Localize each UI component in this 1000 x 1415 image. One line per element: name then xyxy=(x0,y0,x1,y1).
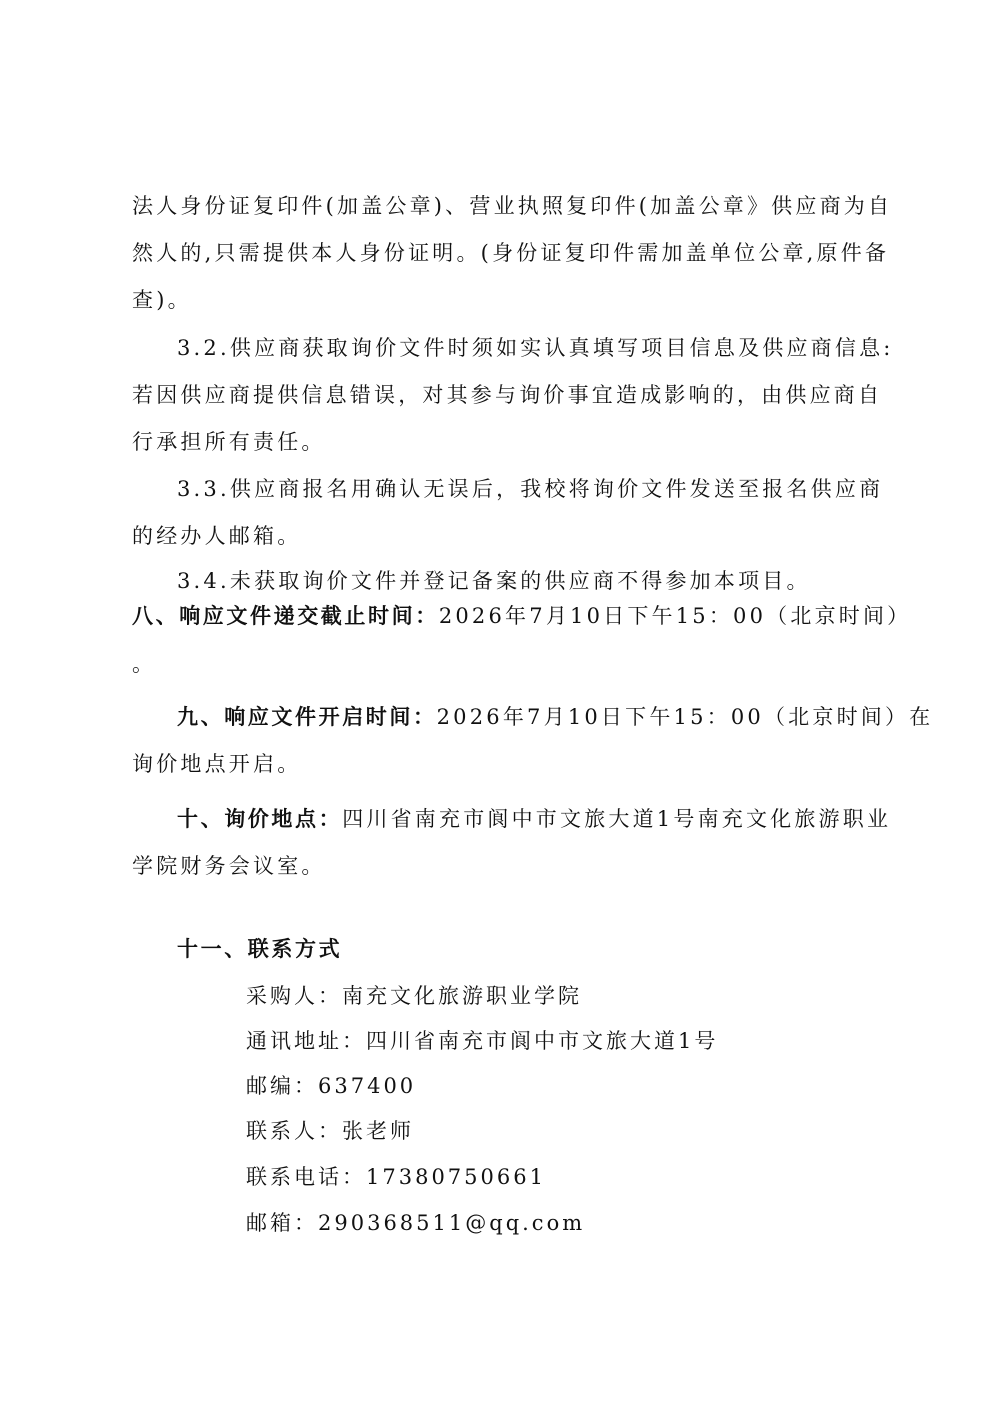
para-3-2-line-2: 若因供应商提供信息错误，对其参与询价事宜造成影响的，由供应商自 xyxy=(132,383,883,407)
section-10-label: 十、询价地点： xyxy=(177,807,343,831)
contact-postcode: 邮编：637400 xyxy=(246,1074,417,1098)
para-3-2-line-1: 3.2.供应商获取询价文件时须如实认真填写项目信息及供应商信息: xyxy=(177,336,894,360)
para-3-3-line-2: 的经办人邮箱。 xyxy=(132,524,302,548)
section-8-label: 八、响应文件递交截止时间： xyxy=(132,604,439,628)
section-9-label: 九、响应文件开启时间： xyxy=(177,705,437,729)
section-10-location: 四川省南充市阆中市文旅大道1号南充文化旅游职业 xyxy=(342,807,892,831)
para-credentials-line-3: 查)。 xyxy=(132,288,192,312)
para-3-3-line-1: 3.3.供应商报名用确认无误后，我校将询价文件发送至报名供应商 xyxy=(177,477,884,501)
contact-person: 联系人：张老师 xyxy=(246,1119,414,1143)
section-10-line-2: 学院财务会议室。 xyxy=(132,854,326,878)
section-8-deadline: 2026年7月10日下午15：00（北京时间） xyxy=(438,604,912,628)
section-9-line-2: 询价地点开启。 xyxy=(132,752,302,776)
para-credentials-line-2: 然人的,只需提供本人身份证明。(身份证复印件需加盖单位公章,原件备 xyxy=(132,241,890,265)
contact-purchaser: 采购人：南充文化旅游职业学院 xyxy=(246,984,582,1008)
section-8-line-1 xyxy=(132,601,911,631)
section-11-heading: 十一、联系方式 xyxy=(177,937,343,961)
para-3-4: 3.4.未获取询价文件并登记备案的供应商不得参加本项目。 xyxy=(177,569,811,593)
section-9-open-time: 2026年7月10日下午15：00（北京时间）在 xyxy=(436,705,934,729)
section-8-line-2: 。 xyxy=(132,652,157,676)
contact-address: 通讯地址：四川省南充市阆中市文旅大道1号 xyxy=(246,1029,719,1053)
para-3-2-line-3: 行承担所有责任。 xyxy=(132,430,326,454)
section-9-line-1 xyxy=(177,702,933,732)
para-credentials-line-1: 法人身份证复印件(加盖公章)、营业执照复印件(加盖公章》供应商为自 xyxy=(132,194,893,218)
contact-phone: 联系电话：17380750661 xyxy=(246,1165,546,1189)
section-10-line-1 xyxy=(177,804,891,834)
contact-email: 邮箱：290368511@qq.com xyxy=(246,1211,586,1235)
